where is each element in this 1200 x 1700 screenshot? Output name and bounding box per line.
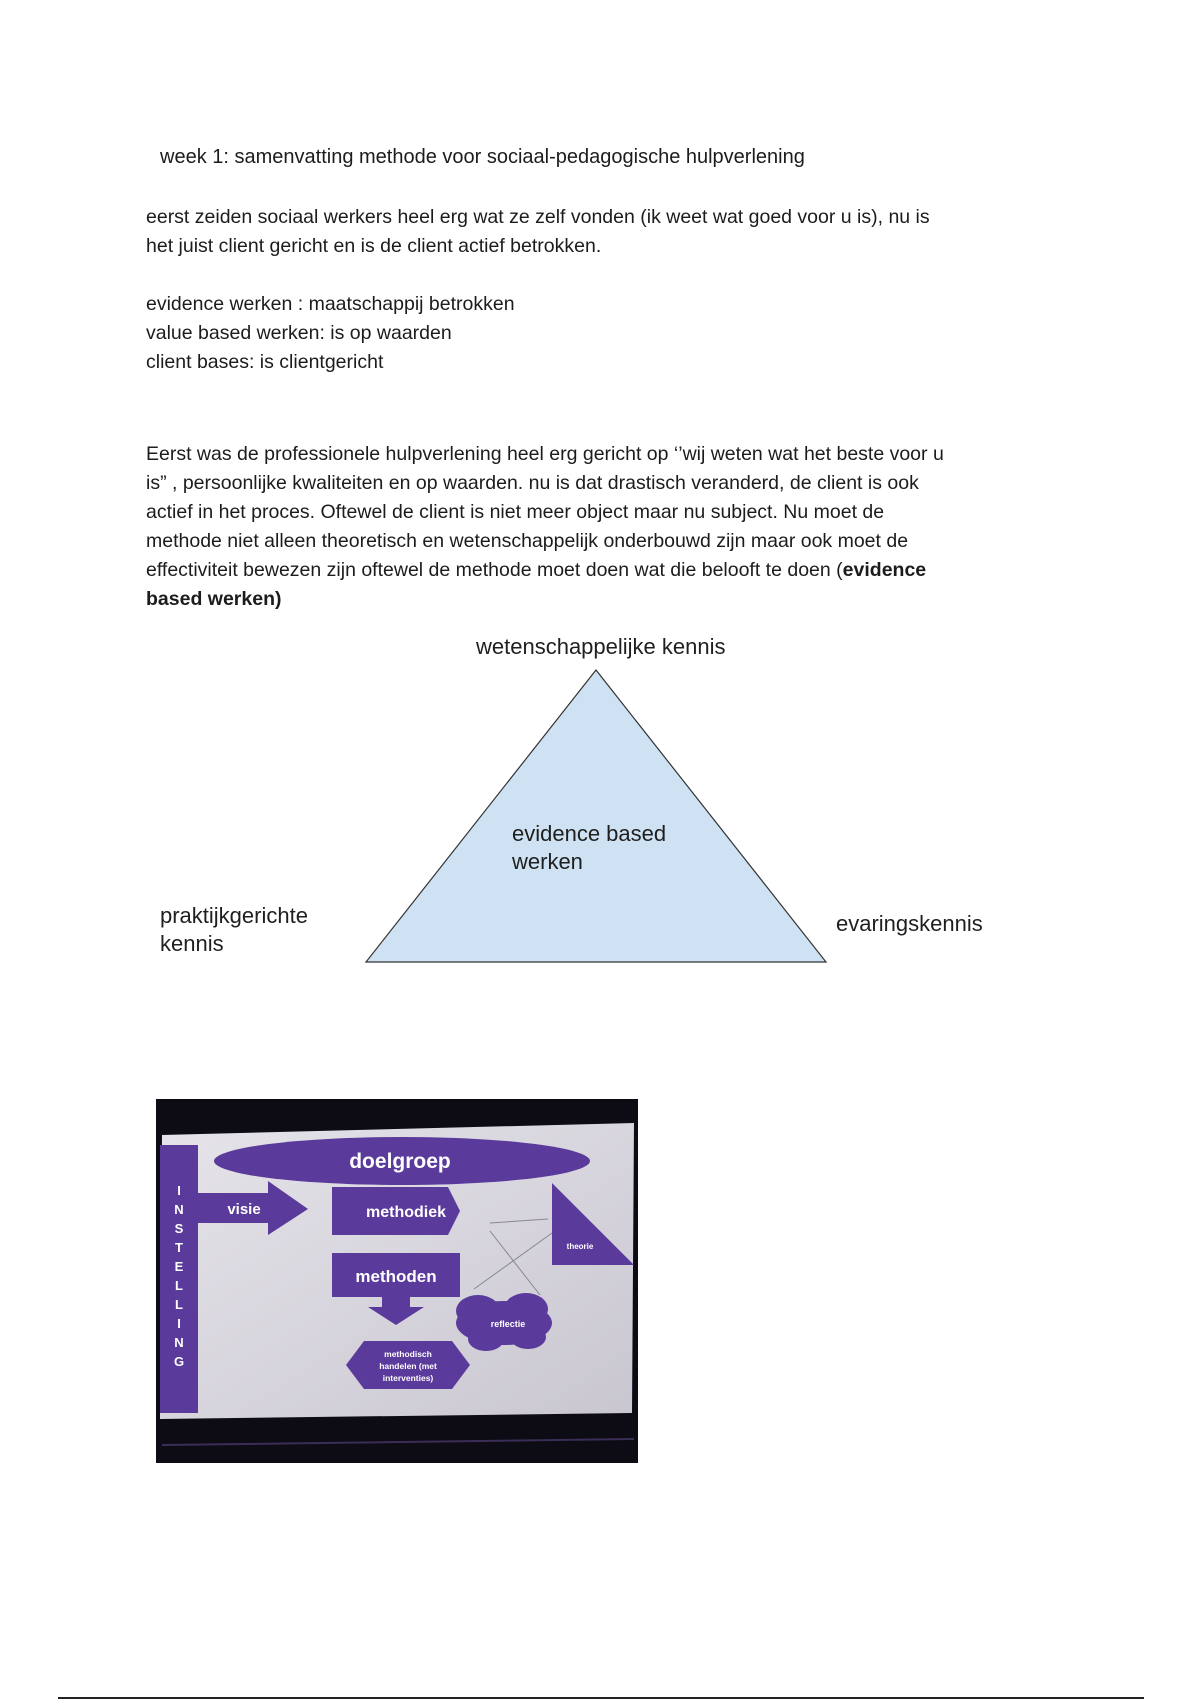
methodiek-label: methodiek	[365, 1204, 447, 1221]
page-bottom-rule	[58, 1697, 1144, 1699]
document-title: week 1: samenvatting methode voor sociaal-pedagogische hulpverlening	[160, 146, 805, 168]
instelling-letter: L	[175, 1297, 183, 1312]
triangle-shape	[366, 670, 826, 962]
methoden-label: methoden	[355, 1267, 437, 1286]
instelling-letter: I	[177, 1316, 181, 1331]
body-line: Eerst was de professionele hulpverlening heel erg gericht op ‘’wij weten wat het beste voor u	[146, 443, 944, 465]
handelen-label-1: methodisch	[384, 1349, 432, 1359]
body-line: actief in het proces. Oftewel de client is niet meer object maar nu subject. Nu moet de	[146, 501, 885, 523]
intro-line: eerst zeiden sociaal werkers heel erg wat ze zelf vonden (ik weet wat goed voor u is), nu is	[146, 206, 930, 228]
instelling-letter: T	[175, 1240, 183, 1255]
center-label-line: evidence based	[512, 821, 667, 846]
instelling-letter: S	[174, 1221, 184, 1236]
triangle-right-label: evaringskennis	[836, 911, 983, 936]
photo-bottom-edge	[162, 1439, 634, 1445]
slide-photo	[156, 1099, 638, 1463]
definition-item: evidence werken : maatschappij betrokken	[146, 293, 515, 315]
bold-evidence: evidence	[842, 559, 927, 581]
instelling-letter: G	[173, 1354, 185, 1369]
left-label-line: kennis	[160, 931, 224, 956]
slide-photo-drawing	[156, 1099, 638, 1463]
left-label-line: praktijkgerichte	[160, 903, 308, 928]
instelling-letter: I	[177, 1183, 181, 1198]
instelling-letter: N	[174, 1335, 184, 1350]
reflectie-label: reflectie	[490, 1319, 526, 1329]
triangle-center-label	[512, 820, 712, 876]
body-line: is” , persoonlijke kwaliteiten en op waarden. nu is dat drastisch veranderd, de client is ook	[146, 472, 919, 494]
bold-based-werken: based werken)	[146, 588, 282, 610]
definition-item: client bases: is clientgericht	[146, 351, 384, 373]
instelling-letter: E	[174, 1259, 184, 1274]
center-label-line: werken	[512, 849, 583, 874]
doelgroep-label: doelgroep	[349, 1150, 451, 1173]
body-line-text: effectiviteit bewezen zijn oftewel de methode moet doen wat die belooft te doen (	[146, 559, 843, 581]
triangle-left-label	[160, 902, 360, 958]
visie-label: visie	[227, 1201, 261, 1218]
triangle-top-label: wetenschappelijke kennis	[476, 634, 726, 659]
definition-item: value based werken: is op waarden	[146, 322, 452, 344]
body-line: methode niet alleen theoretisch en wetenschappelijk onderbouwd zijn maar ook moet de	[146, 530, 909, 552]
handelen-label-3: interventies)	[382, 1373, 434, 1383]
instelling-letter: L	[175, 1278, 183, 1293]
intro-line: het juist client gericht en is de client actief betrokken.	[146, 235, 602, 257]
theorie-label: theorie	[566, 1242, 594, 1251]
instelling-letter: N	[174, 1202, 184, 1217]
handelen-label-2: handelen (met	[379, 1361, 437, 1371]
